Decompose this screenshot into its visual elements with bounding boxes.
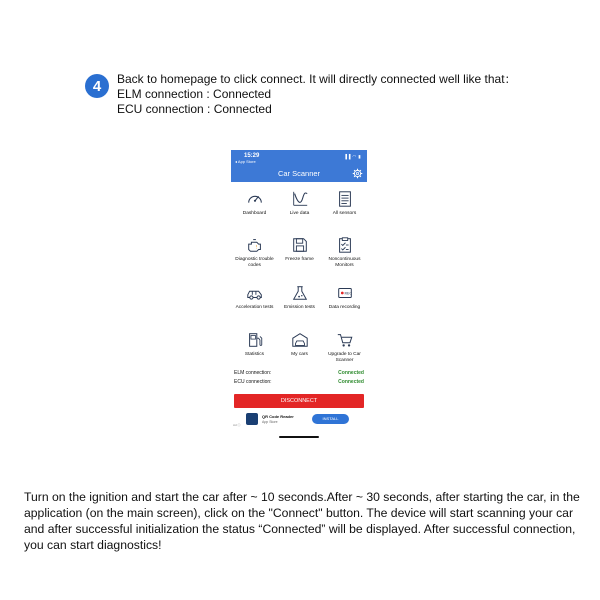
instruction-paragraph: Turn on the ignition and start the car after ~ 10 seconds.After ~ 30 seconds, after starting the car, in the application (on the main screen), click on the "Connect" button. The device will start scanning your car and after successful initialization the status “Connected” will be displayed. After successful connection, you can start diagnostics! — [24, 490, 580, 552]
ad-choices-icon[interactable]: Ad ⓘ — [233, 423, 241, 427]
tile-emission-tests[interactable] — [277, 284, 322, 311]
tile-label: Acceleration tests — [235, 305, 274, 310]
tile-label: Data recording — [328, 305, 361, 310]
step-line-elm: ELM connection : Connected — [117, 87, 272, 101]
tile-label: Diagnostic trouble codes — [235, 257, 274, 268]
app-title: Car Scanner — [277, 169, 321, 178]
tile-live-data[interactable] — [277, 190, 322, 217]
tile-diagnostic-trouble-codes[interactable] — [232, 236, 277, 268]
ecu-connection-label: ECU connection: — [234, 379, 272, 385]
back-to-app-store-link[interactable]: ◂ App Store — [235, 159, 256, 164]
ad-banner[interactable] — [231, 410, 367, 434]
tile-label: Live data — [289, 211, 310, 216]
tile-label: My cars — [291, 352, 308, 357]
tile-statistics[interactable] — [232, 331, 277, 358]
cart-icon — [336, 331, 354, 349]
tile-label: All sensors — [332, 211, 357, 216]
ecu-connection-row — [231, 379, 367, 387]
tile-all-sensors[interactable] — [322, 190, 367, 217]
ad-subtitle: App Store — [262, 420, 278, 424]
signal-wifi-battery-icon: ▐▐ ◠ ▮ — [343, 154, 361, 159]
elm-connection-row — [231, 370, 367, 378]
app-header — [231, 166, 367, 182]
disconnect-button[interactable]: DISCONNECT — [234, 394, 364, 408]
floppy-icon — [291, 236, 309, 254]
status-time: 15:29 — [244, 153, 260, 159]
install-button[interactable]: INSTALL — [312, 414, 349, 424]
svg-text:REC: REC — [344, 291, 352, 296]
tile-my-cars[interactable] — [277, 331, 322, 358]
tile-label: Dashboard — [242, 211, 267, 216]
ecu-connection-status: Connected — [338, 379, 364, 385]
step-line-1: Back to homepage to click connect. It will directly connected well like that： — [117, 72, 517, 86]
tile-label: Emission tests — [284, 305, 315, 310]
home-indicator[interactable] — [279, 436, 319, 438]
settings-gear-icon[interactable] — [352, 168, 363, 179]
qr-app-icon — [246, 413, 258, 425]
tile-dashboard[interactable] — [232, 190, 277, 217]
status-bar — [231, 150, 367, 166]
ad-title: QR Code Reader — [262, 414, 294, 419]
car-icon — [246, 284, 264, 302]
tile-noncontinuous-monitors[interactable] — [322, 236, 367, 268]
tile-label: Noncontinuous Monitors — [328, 257, 361, 268]
tile-acceleration-tests[interactable] — [232, 284, 277, 311]
step-line-ecu: ECU connection : Connected — [117, 102, 272, 116]
flask-icon — [291, 284, 309, 302]
gauge-icon — [246, 190, 264, 208]
tile-data-recording[interactable] — [322, 284, 367, 311]
engine-icon — [246, 236, 264, 254]
tile-upgrade[interactable] — [322, 331, 367, 363]
graph-icon — [291, 190, 309, 208]
fuel-icon — [246, 331, 264, 349]
svg-text:!: ! — [255, 245, 258, 251]
elm-connection-status: Connected — [338, 370, 364, 376]
tile-freeze-frame[interactable] — [277, 236, 322, 263]
list-icon — [336, 190, 354, 208]
clipboard-icon — [336, 236, 354, 254]
tile-label: Upgrade to Car Scanner — [328, 352, 361, 363]
tile-label: Statistics — [244, 352, 265, 357]
recorder-icon — [336, 284, 354, 302]
garage-icon — [291, 331, 309, 349]
elm-connection-label: ELM connection: — [234, 370, 272, 376]
step-number-badge: 4 — [85, 74, 109, 98]
step-instructions — [117, 72, 517, 117]
tile-label: Freeze frame — [285, 257, 314, 262]
phone-screenshot — [231, 150, 367, 441]
